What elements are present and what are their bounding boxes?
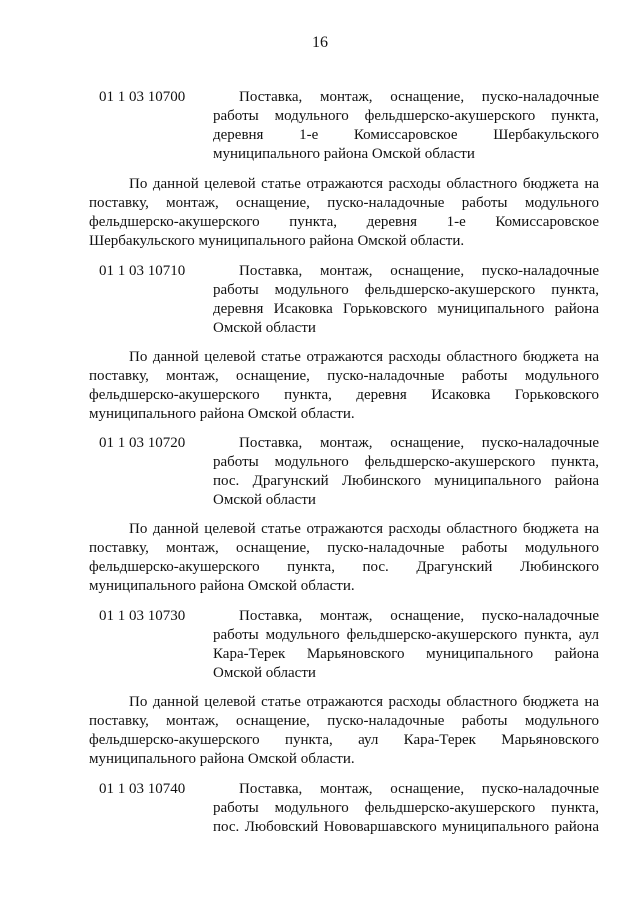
title-line: Омской области [213, 320, 316, 336]
title-line: работы модульного фельдшерско-акушерского пункта, [213, 454, 599, 470]
desc-line: поставку, монтаж, оснащение, пуско-наладочные работы модульного [89, 540, 599, 556]
entry-title [213, 434, 599, 510]
desc-line: фельдшерско-акушерского пункта, деревня 1-е Комиссаровское [89, 214, 599, 230]
title-line: Омской области [213, 492, 316, 508]
desc-line: муниципального района Омской области. [89, 751, 355, 767]
title-line: работы модульного фельдшерско-акушерского пункта, [213, 282, 599, 298]
title-line: Кара-Терек Марьяновского муниципального района [213, 646, 599, 662]
desc-line: фельдшерско-акушерского пункта, деревня Исаковка Горьковского [89, 387, 599, 403]
title-line: работы модульного фельдшерско-акушерского пункта, [213, 800, 599, 816]
entry-description [89, 175, 599, 251]
title-line: Омской области [213, 665, 316, 681]
title-line: муниципального района Омской области [213, 146, 475, 162]
entry-code: 01 1 03 10710 [99, 263, 186, 279]
title-line: Поставка, монтаж, оснащение, пуско-наладочные [239, 608, 599, 624]
entry-code: 01 1 03 10740 [99, 781, 186, 797]
title-line: пос. Драгунский Любинского муниципального района [213, 473, 599, 489]
title-line: Поставка, монтаж, оснащение, пуско-наладочные [239, 781, 599, 797]
desc-line: поставку, монтаж, оснащение, пуско-наладочные работы модульного [89, 368, 599, 384]
title-line: деревня Исаковка Горьковского муниципального района [213, 301, 599, 317]
title-line: Поставка, монтаж, оснащение, пуско-наладочные [239, 263, 599, 279]
desc-line: По данной целевой статье отражаются расходы областного бюджета на [129, 694, 599, 710]
entry-title [213, 607, 599, 683]
entry-title [213, 780, 599, 837]
page-number: 16 [312, 34, 328, 51]
desc-line: поставку, монтаж, оснащение, пуско-наладочные работы модульного [89, 713, 599, 729]
entry-description [89, 520, 599, 596]
desc-line: фельдшерско-акушерского пункта, пос. Драгунский Любинского [89, 559, 599, 575]
desc-line: По данной целевой статье отражаются расходы областного бюджета на [129, 349, 599, 365]
entry-description [89, 693, 599, 769]
desc-line: поставку, монтаж, оснащение, пуско-наладочные работы модульного [89, 195, 599, 211]
entry-title [213, 88, 599, 164]
desc-line: муниципального района Омской области. [89, 578, 355, 594]
title-line: Поставка, монтаж, оснащение, пуско-наладочные [239, 435, 599, 451]
desc-line: фельдшерско-акушерского пункта, аул Кара-Терек Марьяновского [89, 732, 599, 748]
desc-line: муниципального района Омской области. [89, 406, 355, 422]
title-line: Поставка, монтаж, оснащение, пуско-наладочные [239, 89, 599, 105]
entry-code: 01 1 03 10730 [99, 608, 186, 624]
desc-line: По данной целевой статье отражаются расходы областного бюджета на [129, 176, 599, 192]
title-line: работы модульного фельдшерско-акушерского пункта, [213, 108, 599, 124]
desc-line: Шербакульского муниципального района Омской области. [89, 233, 465, 249]
entry-description [89, 348, 599, 424]
title-line: пос. Любовский Нововаршавского муниципального района [213, 819, 599, 835]
entry-code: 01 1 03 10700 [99, 89, 186, 105]
title-line: деревня 1-е Комиссаровское Шербакульского [213, 127, 599, 143]
entry-code: 01 1 03 10720 [99, 435, 186, 451]
entry-title [213, 262, 599, 338]
desc-line: По данной целевой статье отражаются расходы областного бюджета на [129, 521, 599, 537]
title-line: работы модульного фельдшерско-акушерского пункта, аул [213, 627, 599, 643]
